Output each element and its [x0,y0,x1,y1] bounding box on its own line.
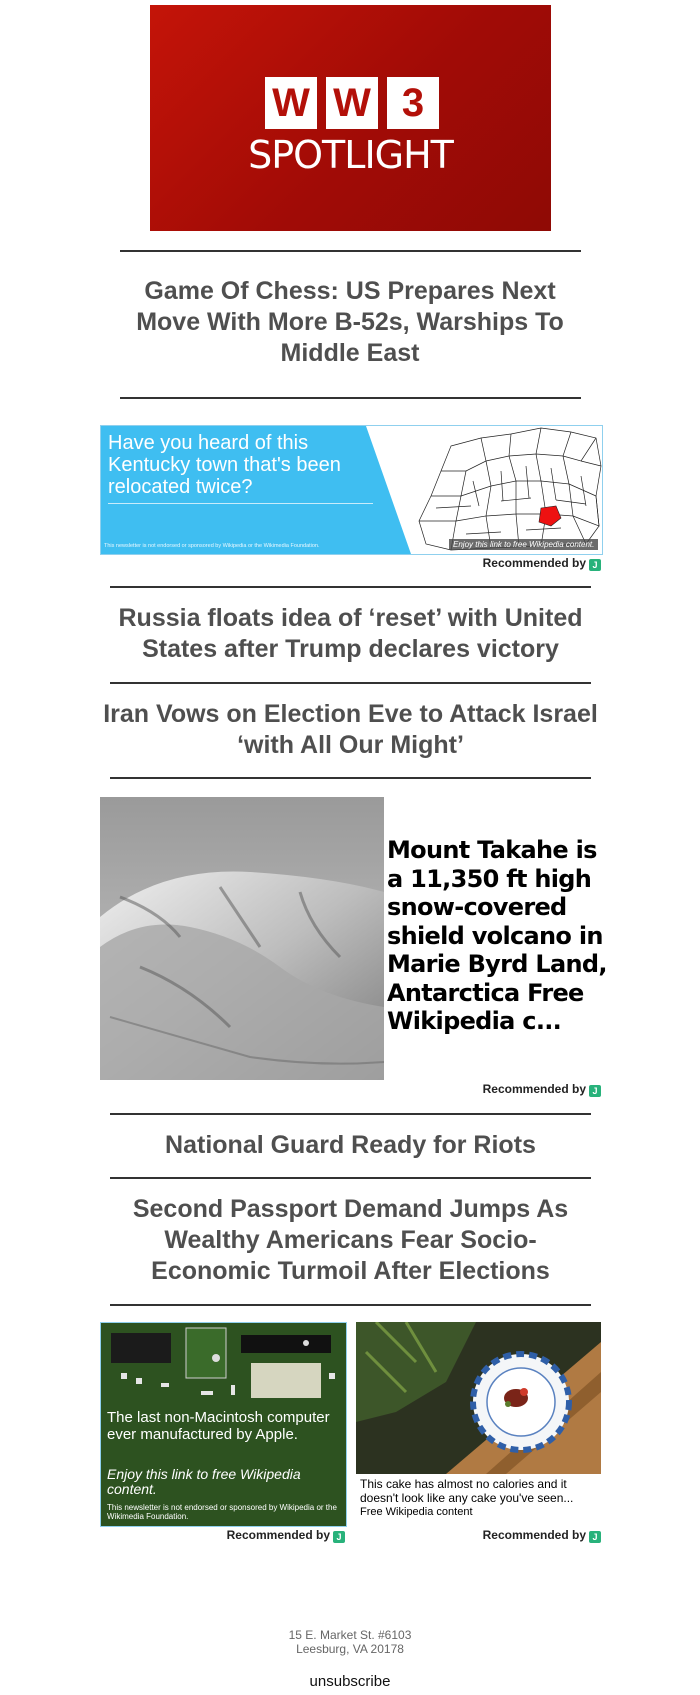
jeeng-logo-icon: J [589,1085,601,1097]
headline-iran-vows[interactable]: Iran Vows on Election Eve to Attack Israel ‘with All Our Might’ [103,700,598,759]
jeeng-logo-icon: J [589,1531,601,1543]
jeeng-logo-icon: J [333,1531,345,1543]
recommended-by-label: Recommended by [482,556,586,570]
recommended-by-apple[interactable] [165,1528,345,1543]
ad-takahe-image[interactable] [100,797,384,1080]
cake-plate-photo [356,1322,601,1474]
ad-kentucky-disclaimer: This newsletter is not endorsed or sponsored by Wikipedia or the Wikimedia Foundation. [104,543,320,549]
ad-cake-image[interactable] [356,1322,601,1474]
headline-second-passport[interactable]: Second Passport Demand Jumps As Wealthy Americans Fear Socio-Economic Turmoil After Elections [132,1195,569,1285]
kentucky-county-map [391,426,602,554]
ww3-spotlight-logo[interactable] [150,5,551,231]
headline-game-of-chess[interactable]: Game Of Chess: US Prepares Next Move With More B-52s, Warships To Middle East [136,277,564,367]
ad-kentucky-town[interactable] [100,425,603,555]
headline-russia-reset[interactable]: Russia floats idea of ‘reset’ with United States after Trump declares victory [118,604,583,663]
recommended-by-takahe[interactable] [420,1082,601,1097]
ad-cake-sub: Free Wikipedia content [360,1506,473,1518]
ad-apple-computer[interactable] [100,1322,347,1527]
ad-divider-line [108,503,373,504]
logo-letter-w2: W [326,77,378,129]
divider [110,1177,591,1179]
ad-takahe-text[interactable]: Mount Takahe is a 11,350 ft high snow-covered shield volcano in Marie Byrd Land, Antarctica Free Wikipedia c... [387,836,607,1035]
logo-letter-w1: W [265,77,317,129]
recommended-by-cake[interactable] [420,1528,601,1543]
recommended-by-label: Recommended by [482,1528,586,1542]
footer-address-line1: 15 E. Market St. #6103 [288,1628,412,1642]
logo-number-3: 3 [387,77,439,129]
ad-apple-text[interactable]: The last non-Macintosh computer ever manufactured by Apple. [107,1409,330,1443]
jeeng-logo-icon: J [589,559,601,571]
ad-kentucky-title[interactable]: Have you heard of this Kentucky town that's been relocated twice? [108,432,341,498]
ad-cake-text: This cake has almost no calories and it doesn't look like any cake you've seen... [360,1477,574,1505]
ad-cake-text-block[interactable] [360,1477,600,1519]
recommended-by-kentucky[interactable] [420,556,601,571]
divider [110,682,591,684]
ad-kentucky-caption: Enjoy this link to free Wikipedia content. [449,539,598,550]
footer-address-line2: Leesburg, VA 20178 [296,1642,404,1656]
divider [110,777,591,779]
divider [110,1304,591,1306]
divider [120,397,581,399]
divider [110,1113,591,1115]
recommended-by-label: Recommended by [482,1082,586,1096]
ad-apple-disclaimer: This newsletter is not endorsed or sponsored by Wikipedia or the Wikimedia Foundation. [107,1503,337,1521]
volcano-photo [100,797,384,1080]
divider [110,586,591,588]
ww3-letters [265,77,440,129]
ad-apple-sub: Enjoy this link to free Wikipedia content. [107,1466,301,1497]
unsubscribe-link[interactable]: unsubscribe [309,1673,391,1690]
logo-spotlight-text: SPOTLIGHT [248,133,453,177]
recommended-by-label: Recommended by [226,1528,330,1542]
headline-national-guard[interactable]: National Guard Ready for Riots [165,1131,536,1159]
divider [120,250,581,252]
